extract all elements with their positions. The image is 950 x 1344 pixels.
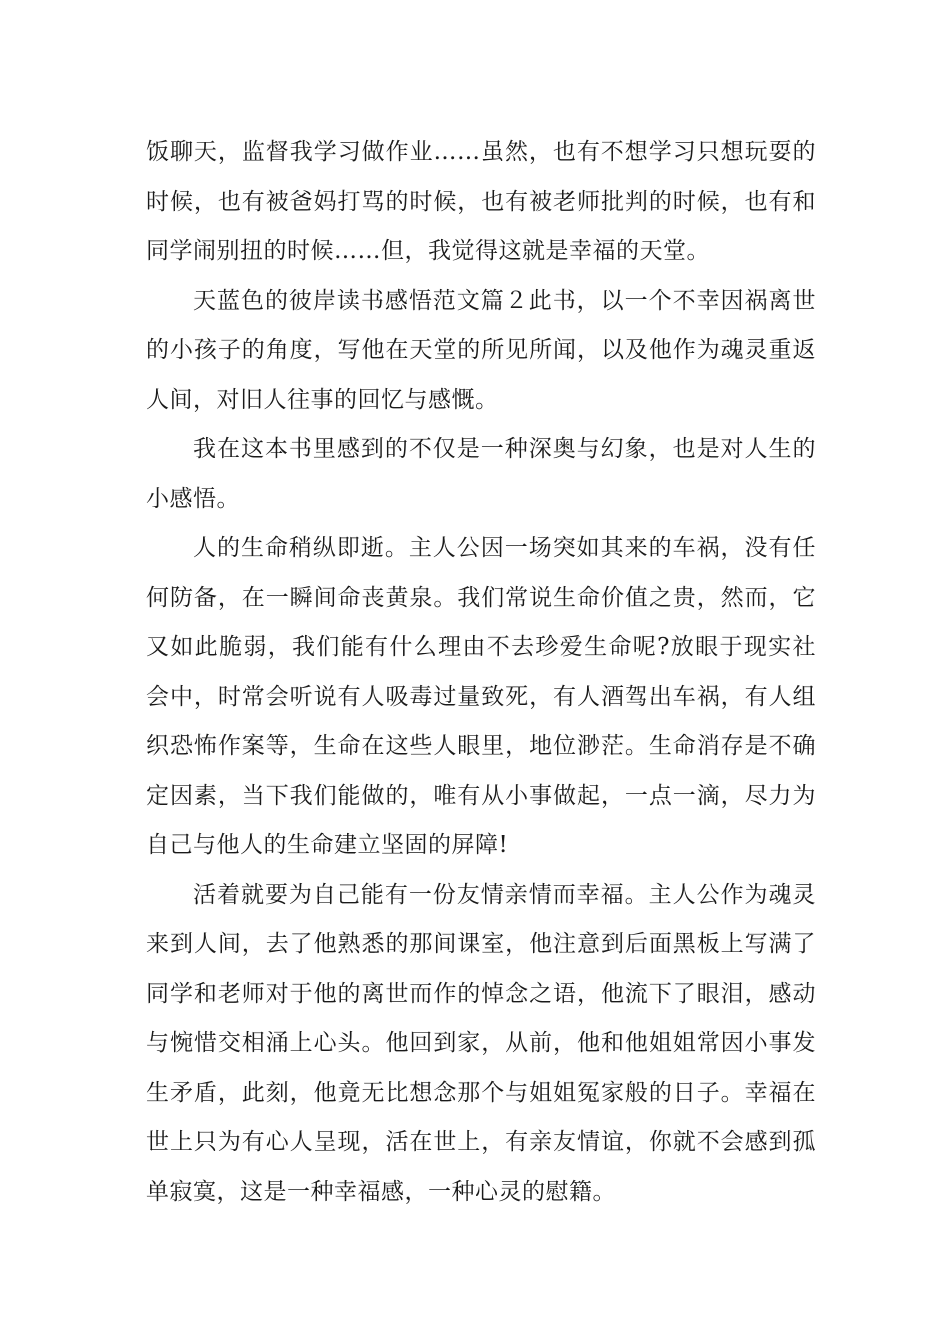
document-body (146, 128, 816, 1217)
paragraph-continuation: 饭聊天，监督我学习做作业……虽然，也有不想学习只想玩耍的时候，也有被爸妈打骂的时候，也有被老师批判的时候，也有和同学闹别扭的时候……但，我觉得这就是幸福的天堂。 (146, 139, 816, 264)
paragraph-reflection: 我在这本书里感到的不仅是一种深奥与幻象，也是对人生的小感悟。 (146, 436, 816, 512)
paragraph-friendship-family: 活着就要为自己能有一份友情亲情而幸福。主人公作为魂灵来到人间，去了他熟悉的那间课室，他注意到后面黑板上写满了同学和老师对于他的离世而作的悼念之语，他流下了眼泪，感动与惋惜交相涌上心头。他回到家，从前，他和他姐姐常因小事发生矛盾，此刻，他竟无比想念那个与姐姐冤家般的日子。幸福在世上只为有心人呈现，活在世上，有亲友情谊，你就不会感到孤单寂寞，这是一种幸福感，一种心灵的慰籍。 (146, 881, 816, 1205)
paragraph-book-intro: 天蓝色的彼岸读书感悟范文篇２此书，以一个不幸因祸离世的小孩子的角度，写他在天堂的所见所闻，以及他作为魂灵重返人间，对旧人往事的回忆与感慨。 (146, 287, 816, 413)
paragraph-life-fragile: 人的生命稍纵即逝。主人公因一场突如其来的车祸，没有任何防备，在一瞬间命丧黄泉。我们常说生命价值之贵，然而，它又如此脆弱，我们能有什么理由不去珍爱生命呢?放眼于现实社会中，时常会听说有人吸毒过量致死，有人酒驾出车祸，有人组织恐怖作案等，生命在这些人眼里，地位渺茫。生命消存是不确定因素，当下我们能做的，唯有从小事做起，一点一滴，尽力为自己与他人的生命建立坚固的屏障! (146, 535, 816, 858)
